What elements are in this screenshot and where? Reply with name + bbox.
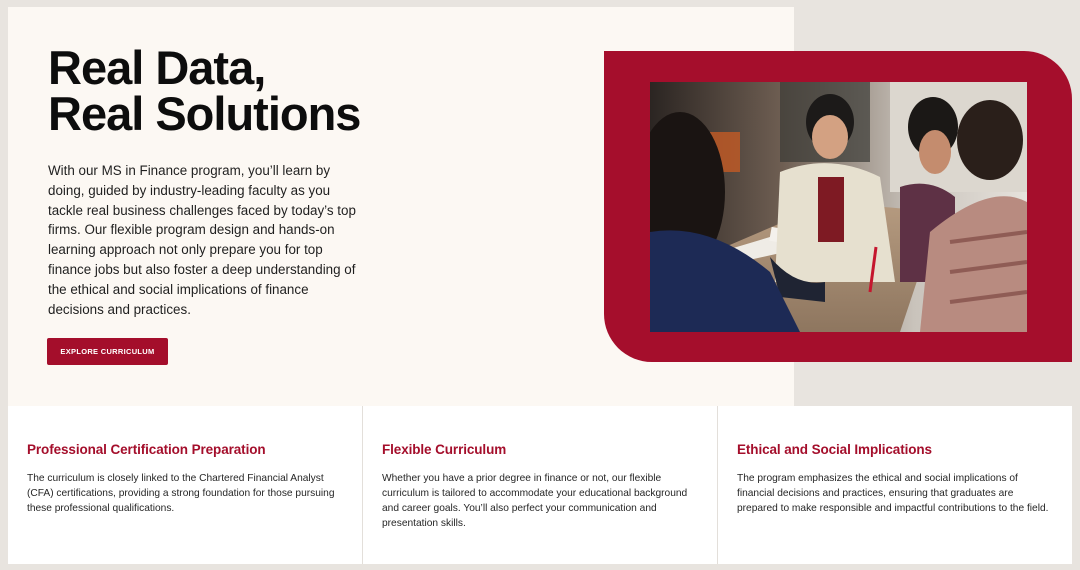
- feature-description: Whether you have a prior degree in finance or not, our flexible curriculum is tailored to accommodate your educational background and career goals. You’ll also perfect your communication and presentation skills.: [382, 473, 688, 529]
- feature-description: The program emphasizes the ethical and social implications of financial decisions and practices, ensuring that graduates are prepared to make responsible and impactful contributions to the field.: [737, 473, 1049, 514]
- feature-card-ethical-implications: [718, 406, 1072, 564]
- feature-title: Ethical and Social Implications: [737, 442, 932, 457]
- hero-description: With our MS in Finance program, you’ll learn by doing, guided by industry-leading faculty as you tackle real business challenges faced by today’s top firms. Our flexible program design and hands-on learning approach not only prepare you for top finance jobs but also foster a deep understanding of the ethical and social implications of finance decisions and practices.: [48, 163, 356, 317]
- hero-title-line-2: Real Solutions: [48, 87, 361, 140]
- hero-title-line-1: Real Data,: [48, 41, 266, 94]
- feature-card-flexible-curriculum: [363, 406, 718, 564]
- feature-card-certification: [8, 406, 363, 564]
- students-discussion-photo: [650, 82, 1027, 332]
- feature-description: The curriculum is closely linked to the Chartered Financial Analyst (CFA) certifications, providing a strong foundation for those pursuing these professional qualifications.: [27, 473, 335, 514]
- hero-title: [48, 41, 361, 140]
- feature-title: Professional Certification Preparation: [27, 442, 266, 457]
- explore-curriculum-button[interactable]: EXPLORE CURRICULUM: [47, 338, 168, 365]
- feature-title: Flexible Curriculum: [382, 442, 507, 457]
- features-row: [8, 406, 1072, 564]
